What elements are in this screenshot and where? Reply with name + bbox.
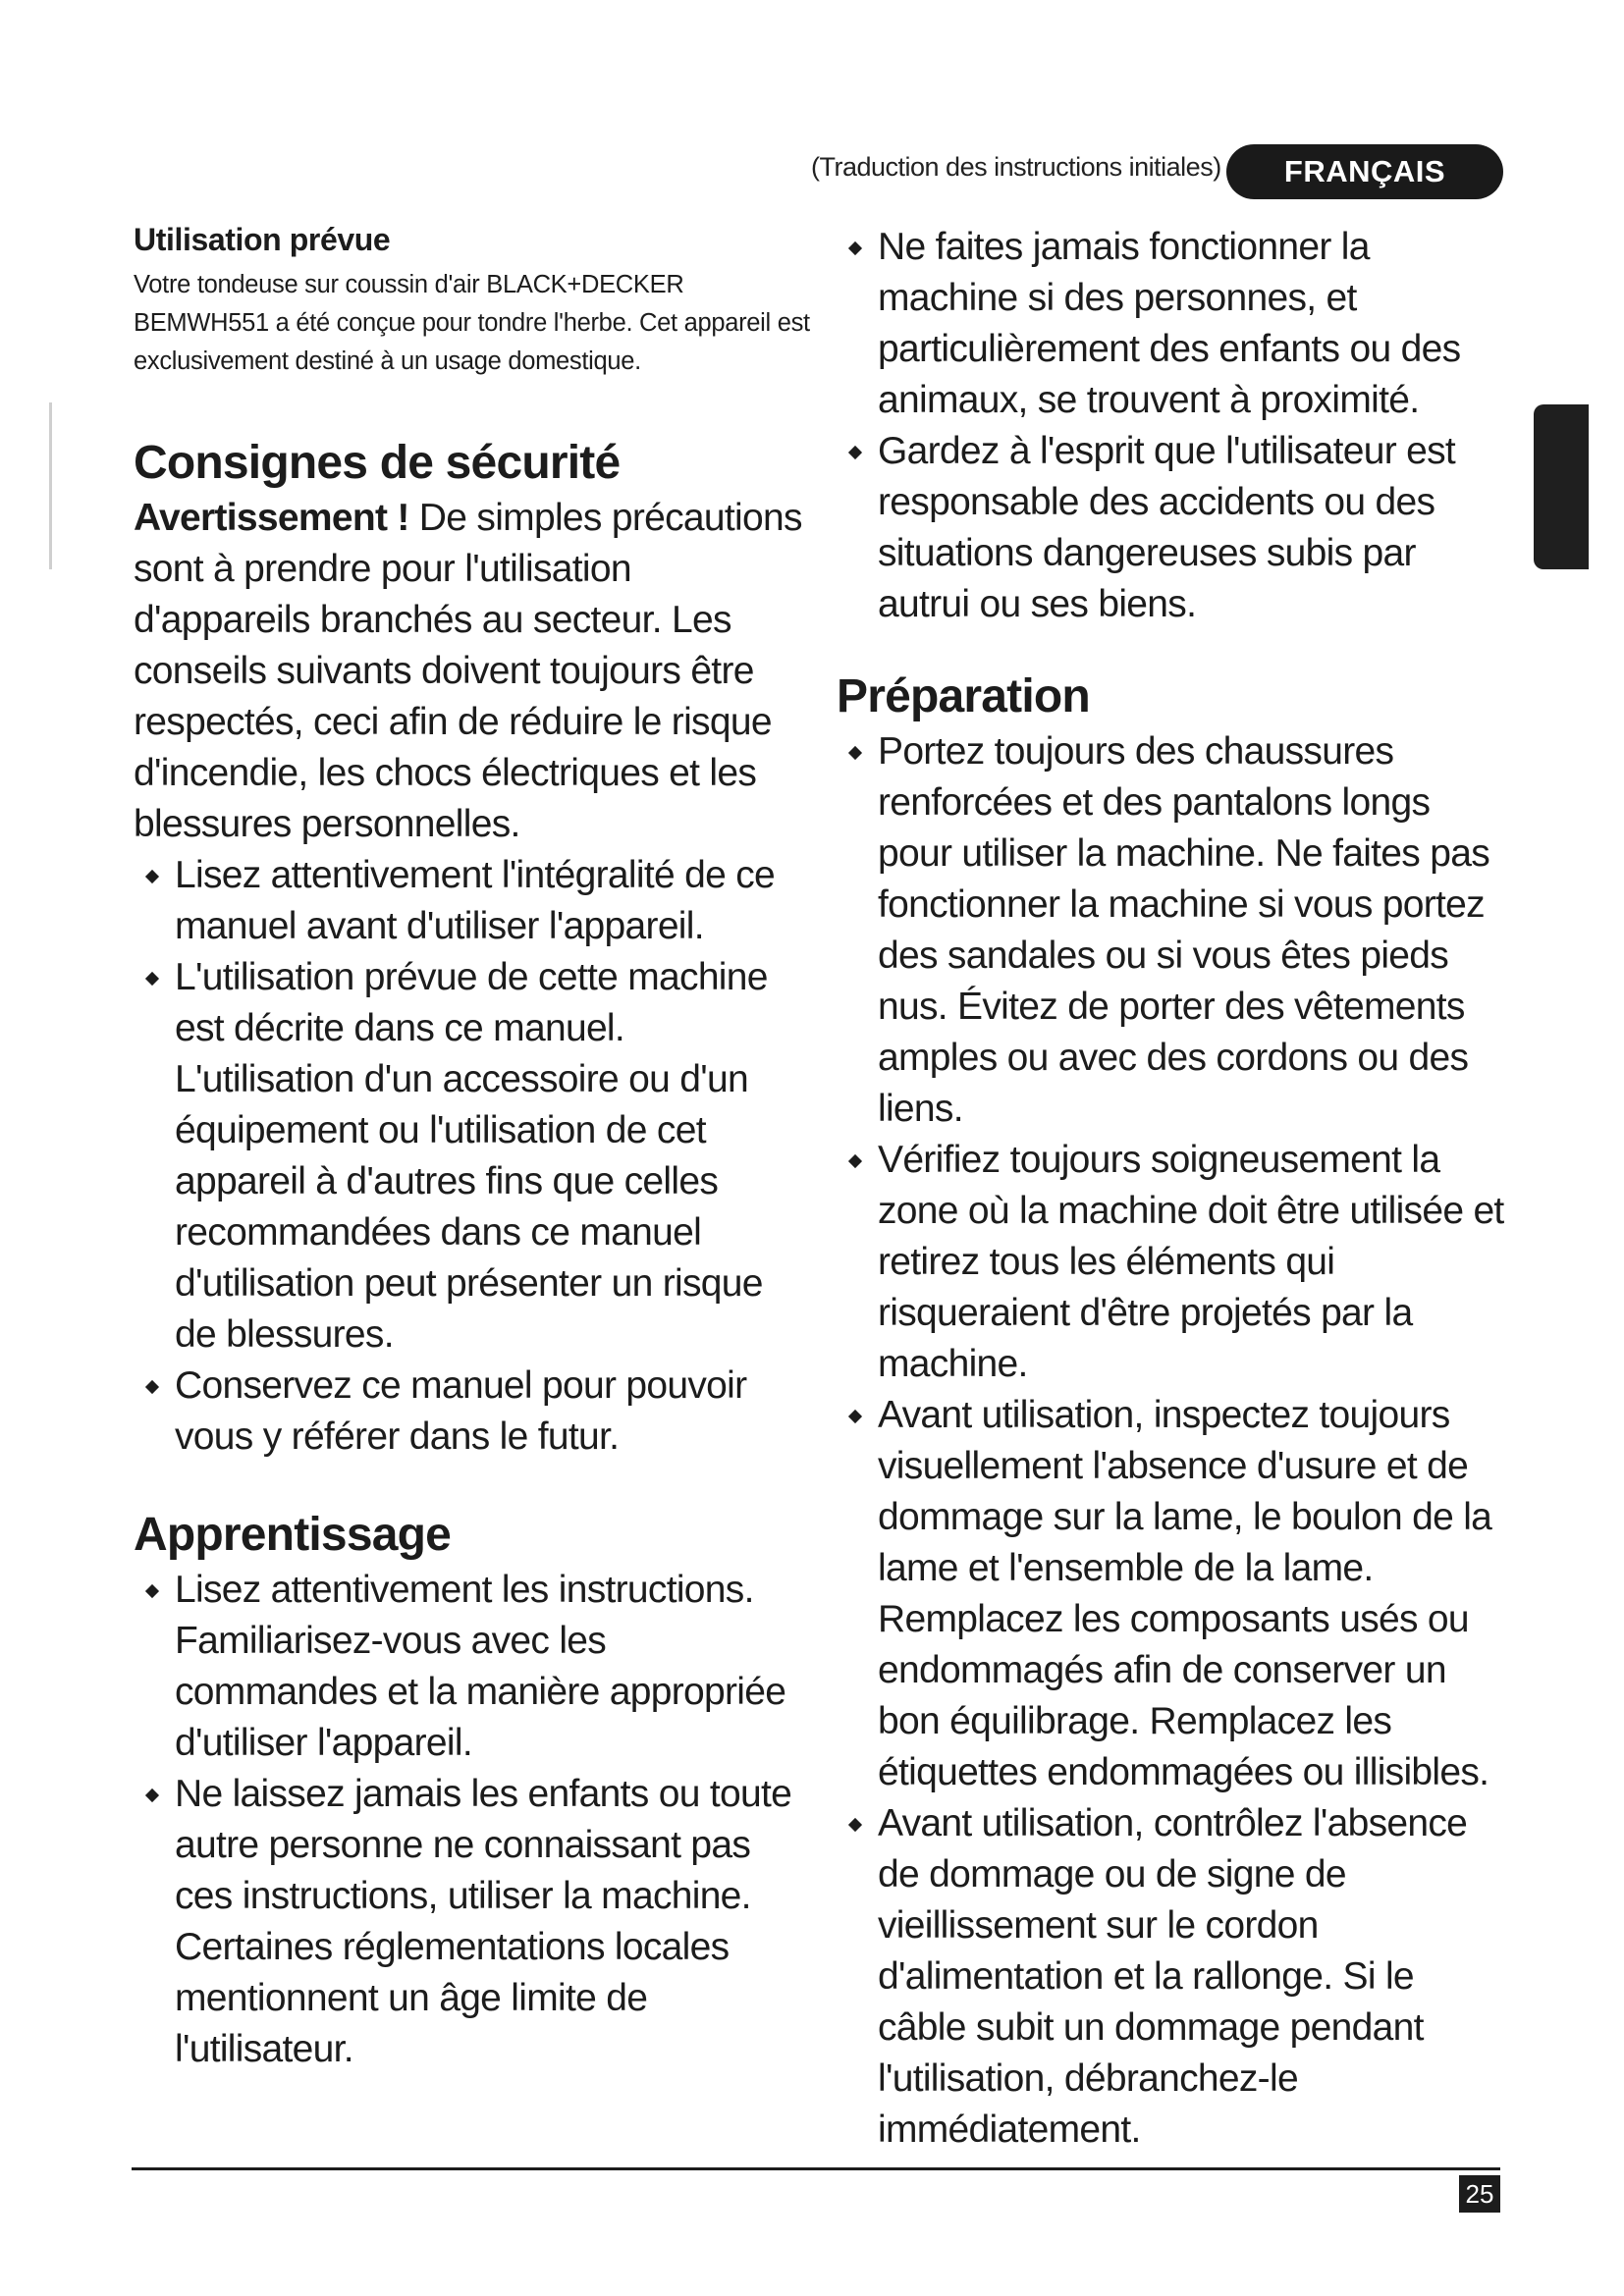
diamond-bullet-icon: [145, 870, 159, 883]
diamond-bullet-icon: [145, 1380, 159, 1394]
section-thumb-tab: [1534, 404, 1589, 569]
learning-title: Apprentissage: [134, 1509, 452, 1561]
list-item: [837, 1135, 1504, 1390]
intended-use-text: Votre tondeuse sur coussin d'air BLACK+DECKER BEMWH551 a été conçue pour tondre l'herbe. Cet appareil est exclusivement destiné à un usage domestique.: [134, 271, 810, 375]
list-item-text: Conservez ce manuel pour pouvoir vous y référer dans le futur.: [175, 1364, 747, 1458]
list-item-text: Avant utilisation, inspectez toujours visuellement l'absence d'usure et de dommage sur la lame, le boulon de la lame et l'ensemble de la lame. Remplacez les composants usés ou endommagés afin de conserver un bon équilibrage. Remplacez les étiquettes endommagées ou illisibles.: [878, 1394, 1492, 1793]
left-column: [134, 222, 811, 2075]
list-item: [837, 426, 1504, 630]
right-column: [837, 222, 1504, 2156]
list-item-text: Ne laissez jamais les enfants ou toute autre personne ne connaissant pas ces instructions, utiliser la machine. Certaines réglementations locales mentionnent un âge limite de l'utilisateur.: [175, 1773, 792, 2070]
list-item-text: Portez toujours des chaussures renforcées et des pantalons longs pour utiliser la machine. Ne faites pas fonctionner la machine si vous portez des sandales ou si vous êtes pieds nus. Évitez de porter des vêtements amples ou avec des cordons ou des liens.: [878, 730, 1490, 1130]
list-item: [134, 1565, 811, 1769]
warning-text: De simples précautions sont à prendre pour l'utilisation d'appareils branchés au secteur. Les conseils suivants doivent toujours être respectés, ceci afin de réduire le risque d'incendie, les chocs électriques et les blessures personnelles.: [134, 497, 802, 845]
list-item: [134, 850, 811, 952]
safety-title: Consignes de sécurité: [134, 437, 621, 489]
list-item: [134, 1769, 811, 2075]
diamond-bullet-icon: [145, 972, 159, 986]
page-number: 25: [1459, 2175, 1500, 2213]
footer-rule: [132, 2167, 1500, 2170]
header-subtitle: (Traduction des instructions initiales): [811, 152, 1221, 182]
diamond-bullet-icon: [848, 1154, 862, 1168]
list-item-text: Vérifiez toujours soigneusement la zone où la machine doit être utilisée et retirez tous les éléments qui risqueraient d'être projetés par la machine.: [878, 1139, 1504, 1385]
left-margin-rule: [49, 402, 52, 569]
preparation-title: Préparation: [837, 670, 1090, 722]
list-item-text: L'utilisation prévue de cette machine est décrite dans ce manuel. L'utilisation d'un accessoire ou d'un équipement ou l'utilisation de cet appareil à d'autres fins que celles recommandées dans ce manuel d'utilisation peut présenter un risque de blessures.: [175, 956, 768, 1356]
diamond-bullet-icon: [848, 241, 862, 255]
safety-warning: [134, 493, 811, 850]
list-item-text: Lisez attentivement les instructions. Familiarisez-vous avec les commandes et la manière appropriée d'utiliser l'appareil.: [175, 1569, 786, 1764]
preparation-bullet-list: [837, 726, 1504, 2156]
list-item: [837, 222, 1504, 426]
list-item: [837, 1798, 1504, 2156]
list-item-text: Avant utilisation, contrôlez l'absence de dommage ou de signe de vieillissement sur le cordon d'alimentation et la rallonge. Si le câble subit un dommage pendant l'utilisation, débranchez-le immédiatement.: [878, 1802, 1468, 2151]
list-item-text: Ne faites jamais fonctionner la machine si des personnes, et particulièrement des enfants ou des animaux, se trouvent à proximité.: [878, 226, 1461, 421]
diamond-bullet-icon: [848, 1818, 862, 1832]
diamond-bullet-icon: [145, 1584, 159, 1598]
list-item-text: Gardez à l'esprit que l'utilisateur est responsable des accidents ou des situations dangereuses subis par autrui ou ses biens.: [878, 430, 1456, 625]
diamond-bullet-icon: [848, 446, 862, 459]
right-top-bullet-list: [837, 222, 1504, 630]
learning-bullet-list: [134, 1565, 811, 2075]
warning-label: Avertissement !: [134, 497, 409, 539]
intended-use-title: Utilisation prévue: [134, 222, 391, 257]
list-item: [837, 726, 1504, 1135]
list-item: [837, 1390, 1504, 1798]
list-item: [134, 952, 811, 1361]
language-tab: FRANÇAIS: [1226, 144, 1503, 199]
diamond-bullet-icon: [848, 1410, 862, 1423]
list-item: [134, 1361, 811, 1463]
list-item-text: Lisez attentivement l'intégralité de ce manuel avant d'utiliser l'appareil.: [175, 854, 776, 947]
safety-bullet-list: [134, 850, 811, 1463]
diamond-bullet-icon: [145, 1789, 159, 1802]
diamond-bullet-icon: [848, 746, 862, 760]
